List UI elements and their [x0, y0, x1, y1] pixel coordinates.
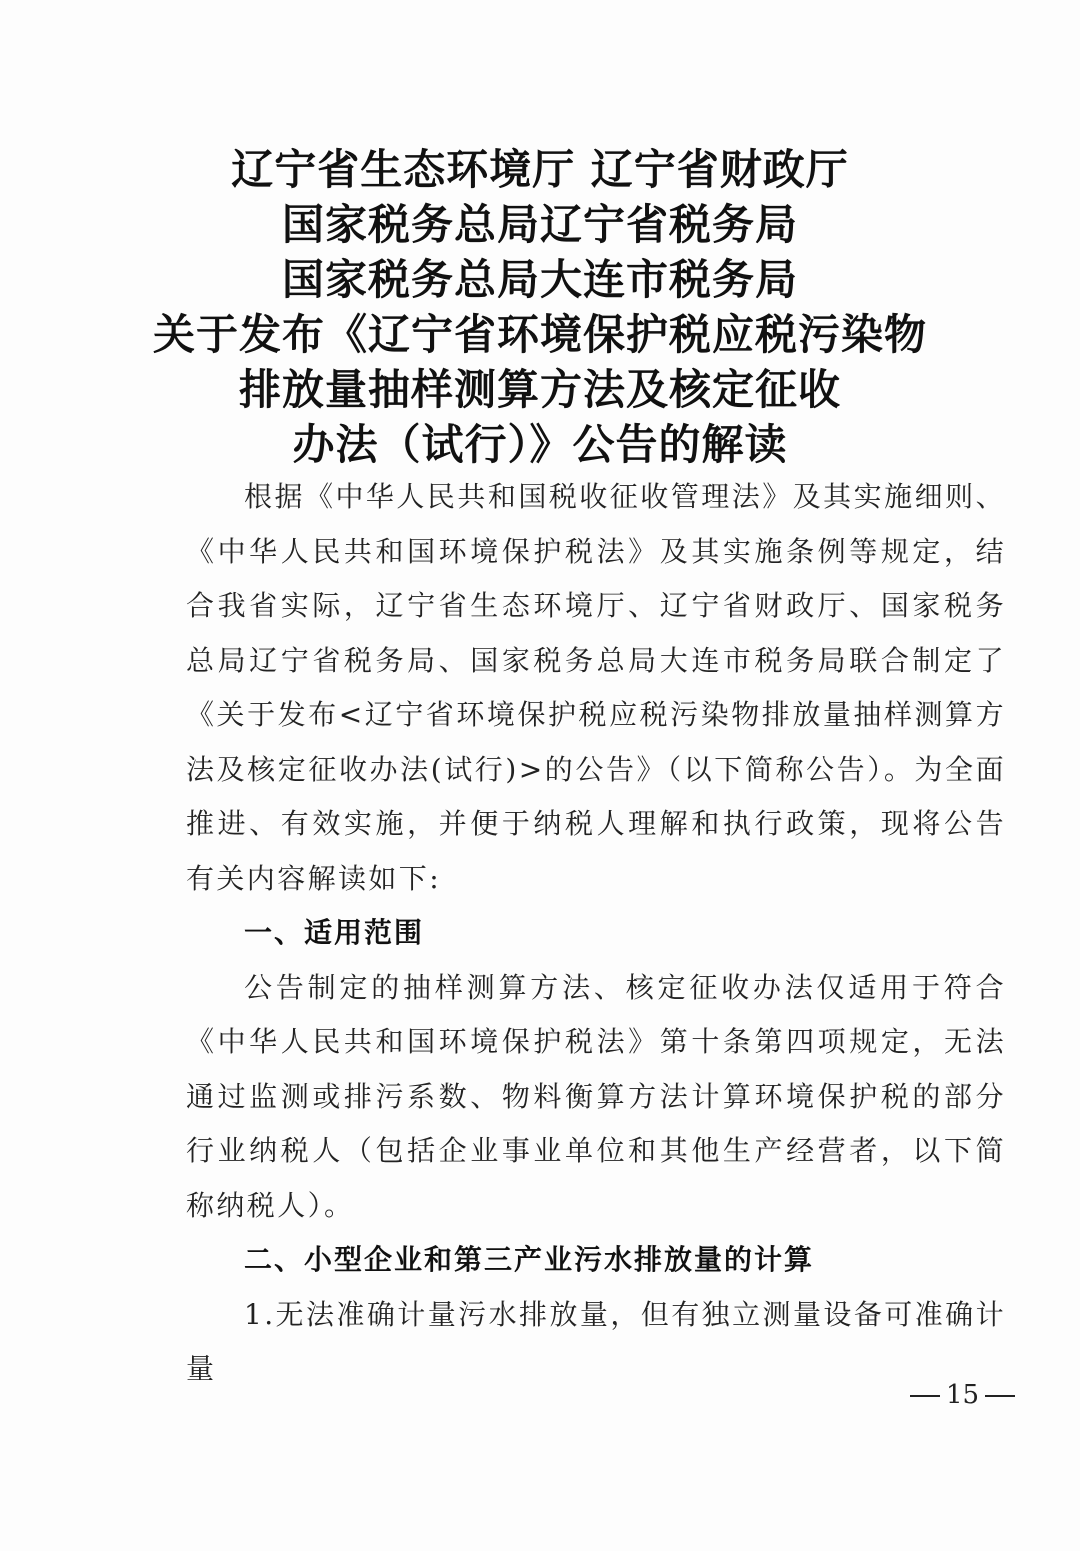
title-line-6: 办法（试行）》公告的解读	[292, 420, 788, 469]
document-body	[186, 470, 1006, 1397]
title-line-1: 辽宁省生态环境厅 辽宁省财政厅	[231, 145, 849, 194]
page-number	[904, 1378, 1021, 1412]
document-title	[150, 142, 930, 472]
scope-paragraph: 公告制定的抽样测算方法、核定征收办法仅适用于符合《中华人民共和国环境保护税法》第十条第四项规定，无法通过监测或排污系数、物料衡算方法计算环境保护税的部分行业纳税人（包括企业事业单位和其他生产经营者，以下简称纳税人）。	[186, 970, 1006, 1222]
wastewater-item-1: 1.无法准确计量污水排放量，但有独立测量设备可准确计量	[186, 1297, 1006, 1385]
title-line-2: 国家税务总局辽宁省税务局	[281, 200, 798, 249]
page-number-right-dash	[985, 1395, 1015, 1397]
title-line-3: 国家税务总局大连市税务局	[281, 255, 798, 304]
page-number-left-dash	[910, 1395, 940, 1397]
section-heading-wastewater: 二、小型企业和第三产业污水排放量的计算	[244, 1243, 815, 1276]
intro-paragraph: 根据《中华人民共和国税收征收管理法》及其实施细则、《中华人民共和国环境保护税法》及其实施条例等规定，结合我省实际，辽宁省生态环境厅、辽宁省财政厅、国家税务总局辽宁省税务局、国家税务总局大连市税务局联合制定了《关于发布<辽宁省环境保护税应税污染物排放量抽样测算方法及核定征收办法(试行)>的公告》（以下简称公告）。为全面推进、有效实施，并便于纳税人理解和执行政策，现将公告有关内容解读如下:	[186, 480, 1006, 895]
title-line-4: 关于发布《辽宁省环境保护税应税污染物	[152, 310, 927, 359]
section-heading-scope: 一、适用范围	[244, 916, 425, 949]
title-line-5: 排放量抽样测算方法及核定征收	[238, 365, 841, 414]
page-number-value: 15	[946, 1380, 980, 1410]
